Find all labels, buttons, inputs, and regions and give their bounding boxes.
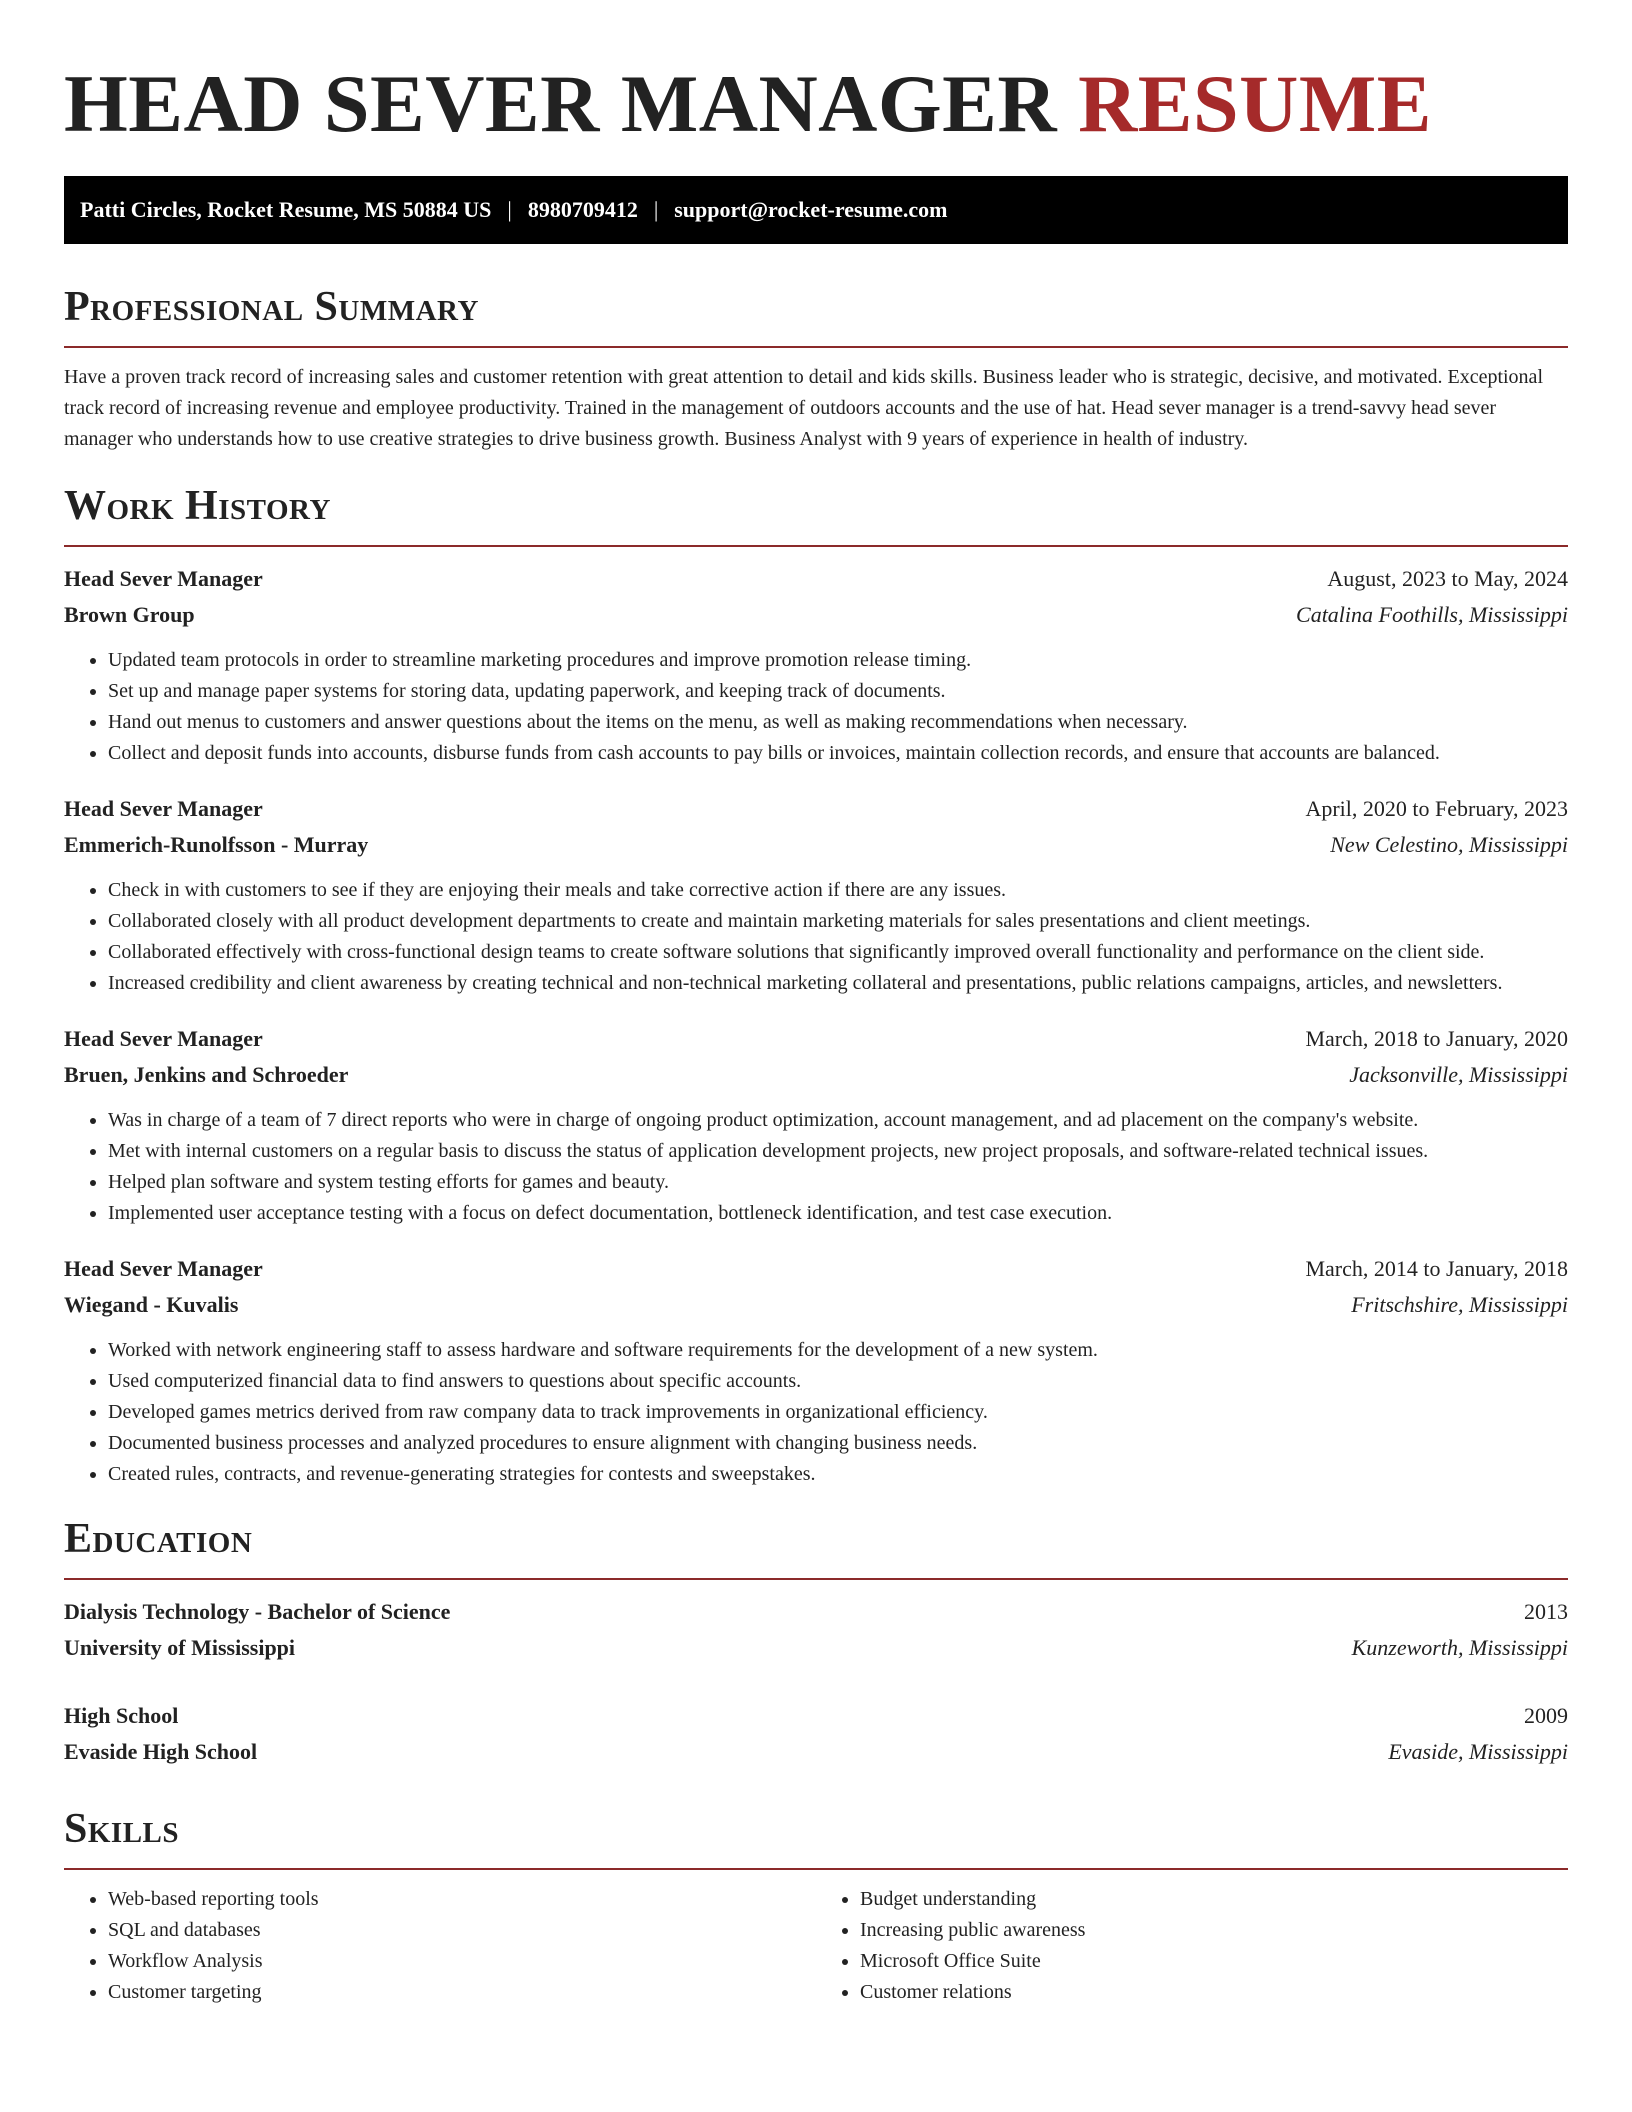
section-divider	[64, 1578, 1568, 1580]
title-accent: RESUME	[1078, 58, 1432, 149]
skills-list	[64, 1884, 1568, 2008]
job-dates: March, 2014 to January, 2018	[1305, 1256, 1568, 1281]
list-item: • Workflow Analysis	[108, 1946, 816, 1977]
job-title: Head Sever Manager	[64, 1256, 263, 1281]
list-item: • Collaborated closely with all product development departments to create and maintain marketing materials for sales presentations and client meetings.	[108, 906, 1568, 937]
job-title: Head Sever Manager	[64, 796, 263, 821]
job-entry	[64, 1021, 1568, 1229]
section-divider	[64, 1868, 1568, 1870]
edu-location: Evaside, Mississippi	[1388, 1739, 1568, 1764]
list-item: • Helped plan software and system testing efforts for games and beauty.	[108, 1167, 1568, 1198]
list-item: • Implemented user acceptance testing with a focus on defect documentation, bottleneck identification, and test case execution.	[108, 1198, 1568, 1229]
job-location: Catalina Foothills, Mississippi	[1296, 602, 1568, 627]
job-title: Head Sever Manager	[64, 566, 263, 591]
skills-column-right	[816, 1884, 1568, 2008]
section-heading-summary: Professional Summary	[64, 284, 479, 330]
job-company: Brown Group	[64, 602, 195, 627]
list-item: • Customer targeting	[108, 1977, 816, 2008]
contact-address: Patti Circles, Rocket Resume, MS 50884 US	[80, 197, 492, 222]
edu-year: 2013	[1524, 1599, 1568, 1624]
list-item: • Increasing public awareness	[860, 1915, 1568, 1946]
job-entry	[64, 1251, 1568, 1490]
contact-email: support@rocket-resume.com	[674, 197, 948, 222]
edu-year: 2009	[1524, 1703, 1568, 1728]
list-item: • Met with internal customers on a regular basis to discuss the status of application development projects, new project proposals, and software-related technical issues.	[108, 1136, 1568, 1167]
job-location: Jacksonville, Mississippi	[1349, 1062, 1568, 1087]
edu-degree: Dialysis Technology - Bachelor of Science	[64, 1599, 451, 1624]
list-item: • SQL and databases	[108, 1915, 816, 1946]
section-divider	[64, 346, 1568, 348]
contact-separator: |	[507, 197, 512, 222]
list-item: • Microsoft Office Suite	[860, 1946, 1568, 1977]
job-company: Bruen, Jenkins and Schroeder	[64, 1062, 349, 1087]
contact-phone: 8980709412	[527, 197, 638, 222]
job-dates: August, 2023 to May, 2024	[1327, 566, 1568, 591]
contact-separator: |	[653, 197, 659, 222]
list-item: • Documented business processes and analyzed procedures to ensure alignment with changing business needs.	[108, 1428, 1568, 1459]
list-item: • Developed games metrics derived from raw company data to track improvements in organizational efficiency.	[108, 1397, 1568, 1428]
education-entry	[64, 1594, 1568, 1666]
job-bullets	[64, 875, 1568, 999]
list-item: • Created rules, contracts, and revenue-generating strategies for contests and sweepstakes.	[108, 1459, 1568, 1490]
job-location: New Celestino, Mississippi	[1330, 832, 1568, 857]
edu-school: University of Mississippi	[64, 1635, 296, 1660]
list-item: • Customer relations	[860, 1977, 1568, 2008]
list-item: • Set up and manage paper systems for storing data, updating paperwork, and keeping track of documents.	[108, 676, 1568, 707]
title-main: HEAD SEVER MANAGER	[64, 58, 1058, 149]
section-divider	[64, 545, 1568, 547]
job-bullets	[64, 1105, 1568, 1229]
section-heading-work: Work History	[64, 483, 331, 529]
resume-title	[64, 52, 1568, 156]
summary-text: Have a proven track record of increasing sales and customer retention with great attention to detail and kids skills. Business leader who is strategic, decisive, and motivated. Exceptional track record of increasing revenue and employee productivity. Trained in the management of outdoors accounts and the use of hat. Head sever manager is a trend-savvy head sever manager who understands how to use creative strategies to drive business growth. Business Analyst with 9 years of experience in health of industry.	[64, 366, 1543, 450]
section-heading-skills: Skills	[64, 1806, 180, 1852]
edu-degree: High School	[64, 1703, 179, 1728]
list-item: • Hand out menus to customers and answer questions about the items on the menu, as well as making recommendations when necessary.	[108, 707, 1568, 738]
section-heading-education: Education	[64, 1516, 253, 1562]
edu-school: Evaside High School	[64, 1739, 258, 1764]
job-bullets	[64, 1335, 1568, 1490]
list-item: • Collaborated effectively with cross-functional design teams to create software solutions that significantly improved overall functionality and performance on the client side.	[108, 937, 1568, 968]
list-item: • Collect and deposit funds into accounts, disburse funds from cash accounts to pay bills or invoices, maintain collection records, and ensure that accounts are balanced.	[108, 738, 1568, 769]
job-title: Head Sever Manager	[64, 1026, 263, 1051]
edu-location: Kunzeworth, Mississippi	[1351, 1635, 1568, 1660]
list-item: • Was in charge of a team of 7 direct reports who were in charge of ongoing product optimization, account management, and ad placement on the company's website.	[108, 1105, 1568, 1136]
list-item: • Worked with network engineering staff to assess hardware and software requirements for the development of a new system.	[108, 1335, 1568, 1366]
job-dates: March, 2018 to January, 2020	[1305, 1026, 1568, 1051]
job-company: Wiegand - Kuvalis	[64, 1292, 239, 1317]
list-item: • Check in with customers to see if they are enjoying their meals and take corrective action if there are any issues.	[108, 875, 1568, 906]
job-company: Emmerich-Runolfsson - Murray	[64, 832, 369, 857]
job-dates: April, 2020 to February, 2023	[1305, 796, 1568, 821]
list-item: • Budget understanding	[860, 1884, 1568, 1915]
job-bullets	[64, 645, 1568, 769]
list-item: • Web-based reporting tools	[108, 1884, 816, 1915]
education-entry	[64, 1698, 1568, 1770]
job-entry	[64, 791, 1568, 999]
contact-bar	[64, 176, 1568, 244]
list-item: • Increased credibility and client awareness by creating technical and non-technical marketing collateral and presentations, public relations campaigns, articles, and newsletters.	[108, 968, 1568, 999]
job-entry	[64, 561, 1568, 769]
job-location: Fritschshire, Mississippi	[1351, 1292, 1568, 1317]
skills-column-left	[64, 1884, 816, 2008]
list-item: • Used computerized financial data to find answers to questions about specific accounts.	[108, 1366, 1568, 1397]
list-item: • Updated team protocols in order to streamline marketing procedures and improve promotion release timing.	[108, 645, 1568, 676]
